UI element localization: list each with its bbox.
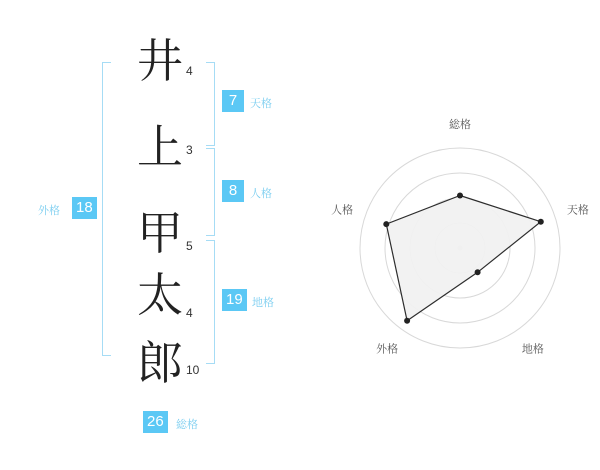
label-soukaku: 総格	[176, 419, 198, 431]
badge-chikaku-value: 19	[222, 289, 247, 311]
name-character: 甲	[137, 206, 183, 260]
radar-axis-label: 総格	[449, 119, 471, 131]
bracket-gaikaku	[102, 62, 111, 356]
badge-gaikaku-value: 18	[72, 197, 97, 219]
label-chikaku: 地格	[252, 297, 274, 309]
radar-chart-svg	[320, 0, 600, 470]
radar-axis-label: 地格	[521, 343, 544, 356]
bracket-tenkaku	[206, 62, 215, 146]
radar-chart	[320, 0, 600, 470]
stroke-count: 10	[186, 363, 200, 377]
stroke-count: 5	[186, 239, 193, 253]
badge-jinkaku-value: 8	[222, 180, 244, 202]
radar-axis-label: 人格	[331, 204, 354, 217]
name-character: 郎	[137, 336, 183, 390]
badge-soukaku-value: 26	[143, 411, 168, 433]
bracket-jinkaku	[206, 148, 215, 236]
name-character: 上	[137, 120, 183, 174]
radar-axis-label: 外格	[376, 343, 399, 356]
radar-series-area	[386, 196, 541, 321]
stroke-count: 4	[186, 306, 193, 320]
bracket-chikaku	[206, 240, 215, 364]
label-tenkaku: 天格	[250, 98, 272, 110]
label-gaikaku: 外格	[38, 205, 60, 217]
badge-tenkaku-value: 7	[222, 90, 244, 112]
label-jinkaku: 人格	[250, 188, 272, 200]
radar-axis-label: 天格	[566, 204, 589, 217]
stroke-count: 4	[186, 64, 193, 78]
name-character: 井	[137, 34, 183, 88]
name-character: 太	[137, 268, 183, 322]
stroke-count: 3	[186, 143, 193, 157]
